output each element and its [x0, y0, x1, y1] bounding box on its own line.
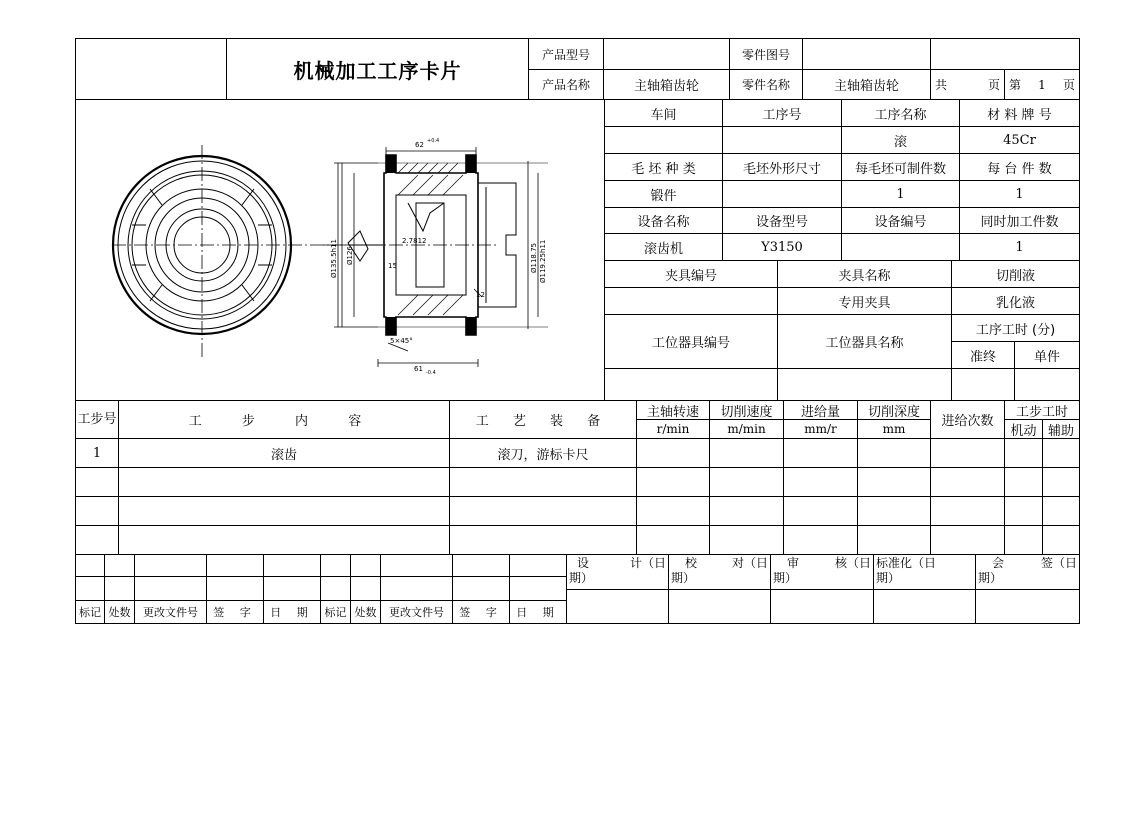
step-row-1-no[interactable]: 1 [92, 445, 102, 461]
cutting-speed-unit: m/min [727, 422, 766, 436]
review-label-a: 审 [787, 556, 800, 570]
rev-date-label-1: 日 期 [270, 606, 314, 619]
total-pages-suffix: 页 [987, 78, 1000, 92]
workshop-label: 车间 [650, 107, 677, 123]
step-row-2-content[interactable] [119, 468, 449, 496]
op-name-value[interactable]: 滚 [893, 134, 907, 150]
rev-mark-label-2: 标记 [324, 606, 347, 619]
fixture-no-value[interactable] [605, 288, 777, 314]
equip-name-value[interactable]: 滚齿机 [643, 241, 683, 257]
check-label [669, 555, 770, 589]
feed-header: 进给量 [800, 404, 840, 419]
step-row-1-content[interactable]: 滚齿 [270, 447, 297, 463]
product-model-value[interactable] [604, 39, 729, 69]
aux-time-header: 辅助 [1047, 423, 1074, 438]
station-tool-name-label: 工位器具名称 [825, 336, 904, 351]
section-view [323, 147, 548, 367]
equip-no-label: 设备编号 [874, 215, 927, 230]
step-time-header: 工步工时 [1015, 404, 1068, 419]
rev-mark-label-1: 标记 [79, 606, 101, 619]
review-label [771, 555, 873, 589]
rev-doc-label-1: 更改文件号 [143, 606, 198, 619]
dim-right-2: Ø119.25h11 [539, 239, 547, 283]
page-suffix: 页 [1062, 78, 1075, 92]
rev-sign-label-1: 签 字 [213, 606, 257, 619]
standard-label-c: 期） [876, 571, 901, 585]
part-name-value[interactable]: 主轴箱齿轮 [833, 79, 899, 94]
part-drawing-no-value[interactable] [803, 39, 930, 69]
page-no: 1 [1038, 77, 1046, 92]
blank-size-value[interactable] [723, 181, 841, 207]
part-drawing-no-label: 零件图号 [741, 47, 790, 62]
step-row-4-no[interactable] [76, 526, 118, 554]
spindle-speed-unit: r/min [656, 422, 690, 436]
page-prefix: 第 [1009, 78, 1022, 92]
countersign-label-a: 会 [992, 556, 1005, 570]
unit-time-label: 单件 [1033, 349, 1060, 365]
total-pages-prefix: 共 [935, 78, 948, 92]
parts-per-blank-label: 每毛坯可制件数 [854, 161, 946, 177]
dim-left-outer: Ø135.5h11 [330, 239, 338, 278]
dim-chamfer: 5×45° [390, 337, 413, 345]
dim-mid: 2.7812 [402, 237, 427, 245]
front-view [112, 145, 362, 357]
design-label-c: 期） [569, 571, 594, 585]
equip-model-label: 设备型号 [755, 215, 808, 230]
total-pages [931, 70, 1004, 99]
step-no-header: 工步号 [77, 412, 117, 427]
dim-top: 62 [415, 141, 424, 149]
material-value[interactable]: 45Cr [1003, 132, 1036, 148]
rev-count-label-2: 处数 [354, 606, 377, 619]
countersign-label-c: 期） [978, 571, 1003, 585]
per-machine-label: 每 台 件 数 [987, 161, 1052, 177]
countersign-label-b: 签（日 [1040, 556, 1077, 570]
review-label-b: 核（日 [834, 556, 871, 570]
dim-15: 15 [388, 262, 397, 270]
step-row-2-no[interactable] [76, 468, 118, 496]
dim-bottom: 61 [414, 365, 423, 373]
dim-left-inner: Ø126 [346, 246, 354, 265]
fixture-name-value[interactable]: 专用夹具 [838, 295, 891, 311]
per-machine-value[interactable]: 1 [1015, 186, 1024, 202]
feed-unit: mm/r [804, 422, 837, 436]
equip-model-value[interactable]: Y3150 [761, 239, 803, 255]
dim-bottom-tol: -0.4 [426, 370, 436, 376]
machine-time-header: 机动 [1010, 423, 1037, 438]
part-drawing [78, 103, 603, 399]
rev-doc-label-2: 更改文件号 [389, 606, 444, 619]
workshop-value[interactable] [605, 127, 722, 153]
step-row-1-equipment[interactable]: 滚刀，游标卡尺 [497, 447, 589, 463]
fixture-no-label: 夹具编号 [664, 268, 717, 284]
fixture-name-label: 夹具名称 [838, 268, 891, 284]
blank-type-value[interactable]: 锻件 [650, 188, 677, 204]
material-label: 材 料 牌 号 [987, 107, 1052, 123]
op-no-label: 工序号 [762, 107, 802, 123]
op-no-value[interactable] [723, 127, 841, 153]
step-row-3-no[interactable] [76, 497, 118, 525]
design-label-a: 设 [577, 556, 590, 570]
card-title: 机械加工工序卡片 [293, 58, 462, 83]
rev-count-label-1: 处数 [108, 606, 131, 619]
parts-per-blank-value[interactable]: 1 [896, 186, 905, 202]
station-tool-no-label: 工位器具编号 [651, 336, 730, 351]
depth-header: 切削深度 [867, 404, 920, 419]
dim-right-1: Ø118.75 [530, 242, 538, 273]
check-label-c: 期） [671, 571, 696, 585]
step-row-3-content[interactable] [119, 497, 449, 525]
op-name-label: 工序名称 [874, 107, 927, 123]
coolant-label: 切削液 [995, 268, 1035, 284]
equip-name-label: 设备名称 [637, 215, 690, 230]
review-label-c: 期） [773, 571, 798, 585]
equipment-header: 工 艺 装 备 [475, 414, 611, 429]
product-name-label: 产品名称 [541, 78, 590, 92]
rev-date-label-2: 日 期 [516, 606, 560, 619]
step-row-4-content[interactable] [119, 526, 449, 554]
product-model-label: 产品型号 [541, 47, 590, 62]
check-label-a: 校 [685, 556, 698, 570]
blank-size-label: 毛坯外形尺寸 [742, 161, 821, 177]
equip-no-value[interactable] [842, 234, 959, 260]
design-label-b: 计（日 [629, 556, 666, 570]
simul-value[interactable]: 1 [1015, 239, 1024, 255]
design-label [567, 555, 668, 589]
spindle-speed-header: 主轴转速 [646, 404, 699, 419]
dim-top-tol: +0.4 [427, 138, 440, 144]
step-content-header: 工 步 内 容 [188, 414, 380, 429]
step-row-2-equipment[interactable] [450, 468, 636, 496]
step-row-3-equipment[interactable] [450, 497, 636, 525]
coolant-value[interactable]: 乳化液 [995, 295, 1035, 311]
standard-label [874, 555, 975, 589]
check-label-b: 对（日 [731, 556, 768, 570]
page-number [1005, 70, 1079, 99]
blank-type-label: 毛 坯 种 类 [631, 161, 696, 177]
dim-12: 12 [476, 291, 485, 299]
op-time-label: 工序工时 (分) [975, 322, 1056, 338]
countersign-label [976, 555, 1079, 589]
step-row-4-equipment[interactable] [450, 526, 636, 554]
prep-time-label: 准终 [969, 349, 996, 365]
part-name-label: 零件名称 [741, 78, 790, 92]
product-name-value[interactable]: 主轴箱齿轮 [633, 79, 699, 94]
depth-unit: mm [882, 422, 906, 436]
simul-label: 同时加工件数 [980, 215, 1059, 230]
passes-header: 进给次数 [941, 414, 994, 429]
standard-label-a: 标准化（日 [876, 556, 937, 570]
rev-sign-label-2: 签 字 [459, 606, 503, 619]
cutting-speed-header: 切削速度 [720, 404, 773, 419]
